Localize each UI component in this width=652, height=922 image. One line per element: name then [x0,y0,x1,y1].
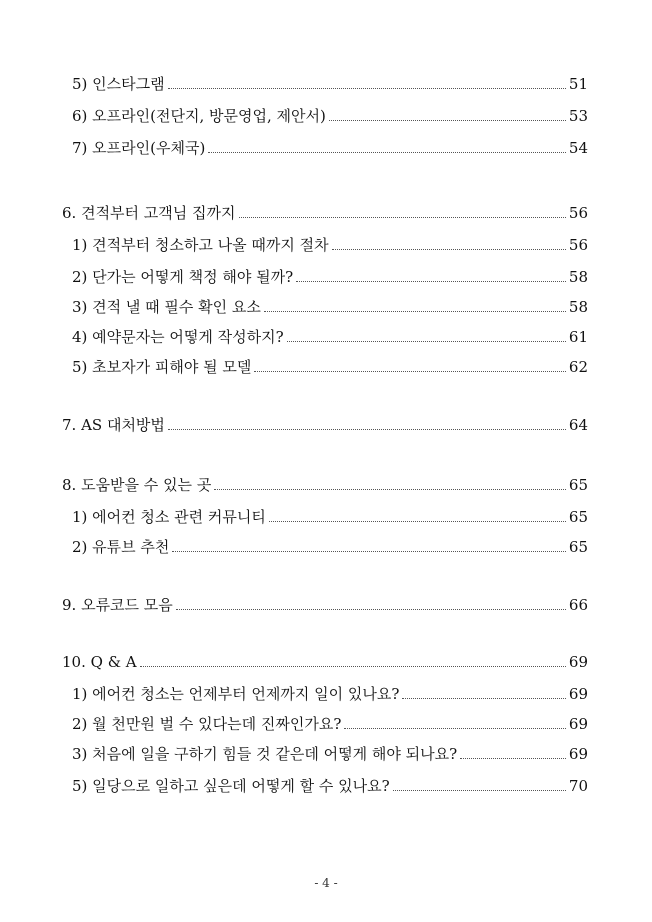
toc-entry[interactable] [72,356,588,378]
toc-entry[interactable] [72,234,588,256]
toc-entry[interactable] [72,713,588,735]
toc-entry-title: 6) 오프라인(전단지, 방문영업, 제안서) [72,107,326,125]
toc-leader-dots [214,489,566,490]
toc-leader-dots [329,120,566,121]
toc-entry-title: 5) 일당으로 일하고 싶은데 어떻게 할 수 있나요? [72,777,390,795]
toc-entry-title: 3) 처음에 일을 구하기 힘들 것 같은데 어떻게 해야 되나요? [72,745,458,763]
toc-entry[interactable] [72,683,588,705]
toc-entry[interactable] [72,105,588,127]
toc-chapter[interactable] [62,414,588,436]
toc-leader-dots [287,341,566,342]
toc-entry-title: 7) 오프라인(우체국) [72,139,206,157]
toc-entry[interactable] [72,743,588,765]
toc-leader-dots [460,758,566,759]
toc-leader-dots [344,728,566,729]
toc-chapter[interactable] [62,202,588,224]
toc-chapter-page: 69 [568,653,588,671]
toc-entry-page: 53 [568,107,588,125]
toc-chapter-page: 66 [568,596,588,614]
page-number: - 4 - [314,876,338,890]
toc-entry-title: 2) 월 천만원 벌 수 있다는데 진짜인가요? [72,715,342,733]
toc-chapter-title: 10. Q & A [62,653,137,671]
toc-leader-dots [140,666,566,667]
toc-chapter-page: 65 [568,476,588,494]
toc-entry[interactable] [72,266,588,288]
toc-chapter-page: 56 [568,204,588,222]
toc-leader-dots [393,790,566,791]
toc-entry-title: 4) 예약문자는 어떻게 작성하지? [72,328,284,346]
toc-leader-dots [176,609,566,610]
toc-entry-page: 70 [568,777,588,795]
toc-chapter-title: 7. AS 대처방법 [62,416,165,434]
toc-entry[interactable] [72,506,588,528]
toc-entry-title: 5) 인스타그램 [72,75,165,93]
toc-entry-page: 56 [568,236,588,254]
toc-entry-title: 1) 에어컨 청소 관련 커뮤니티 [72,508,266,526]
toc-entry-title: 5) 초보자가 피해야 될 모델 [72,358,252,376]
toc-leader-dots [172,551,566,552]
toc-entry[interactable] [72,326,588,348]
toc-entry-title: 1) 견적부터 청소하고 나올 때까지 절차 [72,236,329,254]
toc-entry-page: 54 [568,139,588,157]
toc-leader-dots [168,88,566,89]
toc-entry[interactable] [72,73,588,95]
toc-entry-page: 62 [568,358,588,376]
toc-entry-page: 51 [568,75,588,93]
toc-entry[interactable] [72,296,588,318]
toc-entry-title: 3) 견적 낼 때 필수 확인 요소 [72,298,261,316]
toc-leader-dots [239,217,566,218]
toc-entry-page: 69 [568,685,588,703]
toc-entry[interactable] [72,536,588,558]
toc-entry-page: 61 [568,328,588,346]
toc-chapter[interactable] [62,651,588,673]
toc-leader-dots [168,429,566,430]
toc-entry-page: 69 [568,715,588,733]
toc-leader-dots [264,311,566,312]
toc-entry-page: 69 [568,745,588,763]
toc-chapter-title: 9. 오류코드 모음 [62,596,173,614]
toc-entry-title: 2) 유튜브 추천 [72,538,170,556]
toc-entry-page: 65 [568,538,588,556]
toc-chapter-title: 6. 견적부터 고객님 집까지 [62,204,236,222]
toc-entry-title: 2) 단가는 어떻게 책정 해야 될까? [72,268,294,286]
toc-chapter[interactable] [62,474,588,496]
toc-leader-dots [402,698,566,699]
toc-chapter-title: 8. 도움받을 수 있는 곳 [62,476,212,494]
toc-chapter[interactable] [62,594,588,616]
toc-entry[interactable] [72,775,588,797]
toc-leader-dots [208,152,566,153]
toc-leader-dots [269,521,566,522]
toc-entry-page: 65 [568,508,588,526]
toc-leader-dots [332,249,566,250]
toc-leader-dots [296,281,566,282]
toc-entry-page: 58 [568,268,588,286]
toc-entry[interactable] [72,137,588,159]
toc-leader-dots [254,371,566,372]
toc-chapter-page: 64 [568,416,588,434]
toc-entry-page: 58 [568,298,588,316]
toc-entry-title: 1) 에어컨 청소는 언제부터 언제까지 일이 있나요? [72,685,400,703]
